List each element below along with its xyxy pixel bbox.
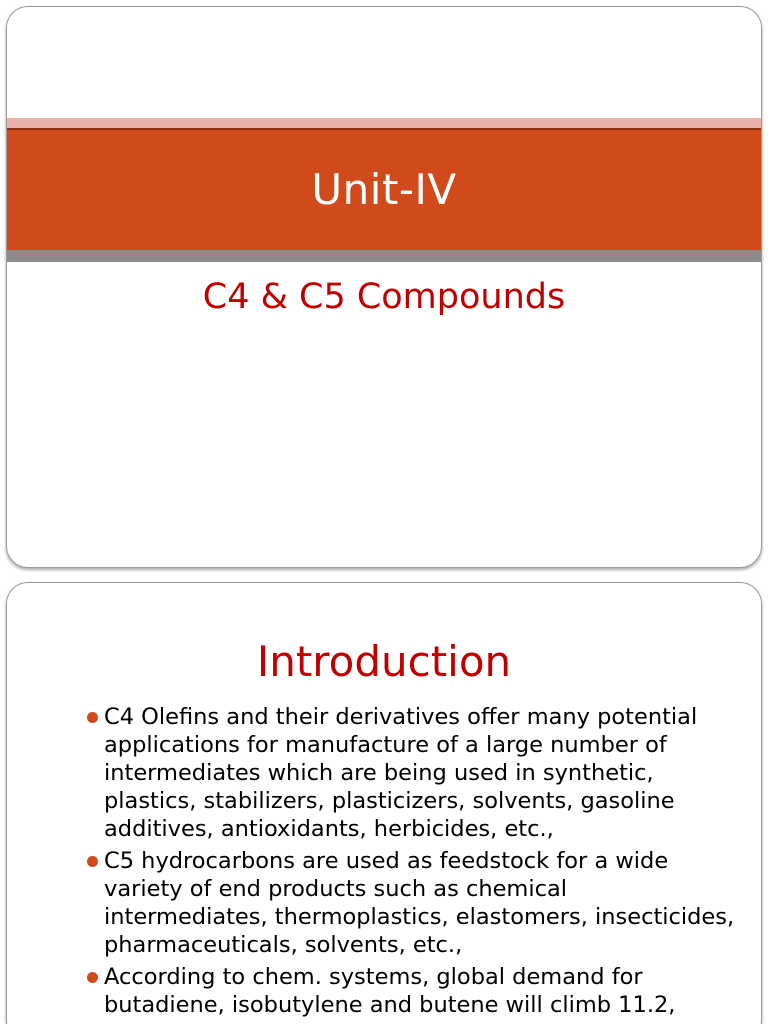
bullet-text: According to chem. systems, global demand for butadiene, isobutylene and butene will climb 11.2,	[104, 964, 676, 1018]
title-band-top-stripe	[7, 118, 761, 128]
bullet-text: C5 hydrocarbons are used as feedstock for a wide variety of end products such as chemical intermediates, thermoplastics, elastomers, insecticides, pharmaceuticals, solvents, etc.,	[104, 848, 735, 958]
bullet-dot-icon	[87, 856, 98, 867]
bullet-list	[87, 703, 737, 1023]
bullet-item	[87, 963, 737, 1019]
slide-title: Unit-IV	[311, 164, 457, 214]
title-slide[interactable]	[6, 6, 762, 568]
title-band-bottom-stripe	[7, 250, 761, 262]
bullet-text: C4 Olefins and their derivatives offer many potential applications for manufacture of a large number of intermediates which are being used in synthetic, plastics, stabilizers, plasticizers, solvents, gasoline additives, antioxidants, herbicides, etc.,	[104, 704, 698, 842]
bullet-dot-icon	[87, 712, 98, 723]
slide-heading: Introduction	[256, 637, 512, 686]
bullet-item	[87, 847, 737, 959]
bullet-dot-icon	[87, 972, 98, 983]
bullet-item	[87, 703, 737, 843]
slide-subtitle: C4 & C5 Compounds	[202, 277, 566, 317]
introduction-slide[interactable]	[6, 582, 762, 1024]
title-band	[7, 128, 761, 250]
